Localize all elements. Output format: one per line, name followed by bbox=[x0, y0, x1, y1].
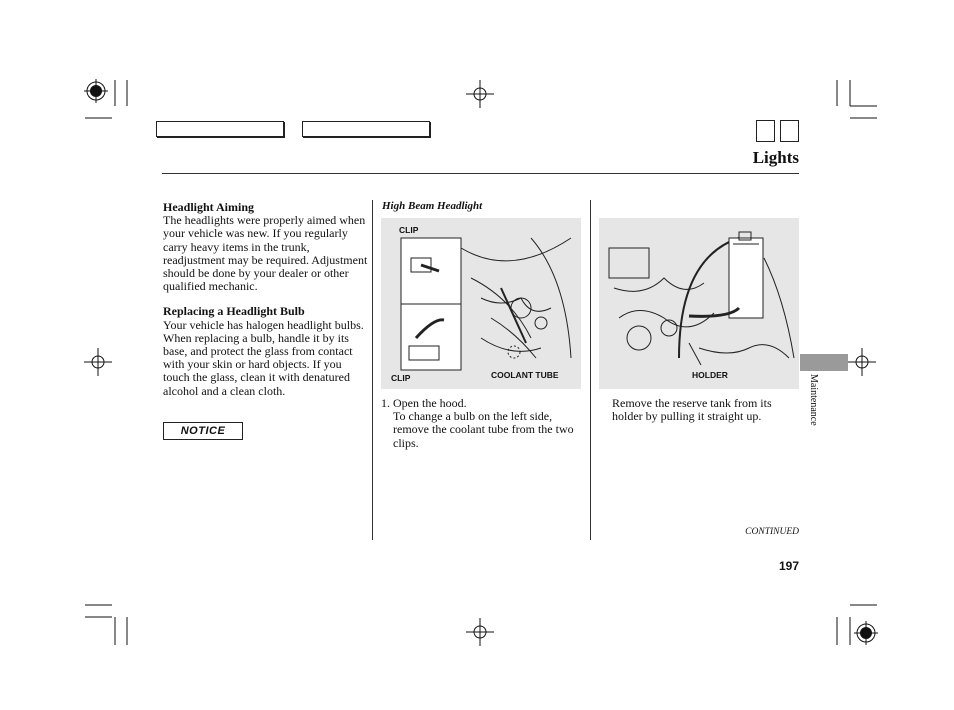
step-1-detail: To change a bulb on the left side, remove the coolant tube from the two clips. bbox=[393, 409, 574, 450]
nav-box-main-menu[interactable] bbox=[156, 121, 284, 137]
reserve-tank-illustration bbox=[599, 218, 799, 389]
figure-caption: High Beam Headlight bbox=[382, 200, 483, 212]
nav-box-index[interactable] bbox=[302, 121, 430, 137]
page-number: 197 bbox=[778, 559, 799, 573]
engine-bay-drawing bbox=[381, 218, 581, 389]
column-divider-1 bbox=[372, 200, 373, 540]
left-column bbox=[163, 201, 368, 398]
label-holder: HOLDER bbox=[692, 370, 728, 380]
section-tab-label: Maintenance bbox=[808, 374, 819, 426]
continued-label: CONTINUED bbox=[745, 527, 799, 537]
column-divider-2 bbox=[590, 200, 591, 540]
label-clip-bottom: CLIP bbox=[391, 373, 411, 383]
aiming-text: The headlights were properly aimed when your vehicle was new. If you regularly carry heavy items in the trunk, readjustment may be required. Adjustment should be done by your dealer or other qualified mechanic. bbox=[163, 213, 368, 294]
aiming-heading: Headlight Aiming bbox=[163, 200, 255, 214]
right-text: Remove the reserve tank from its holder by pulling it straight up. bbox=[612, 396, 772, 424]
notice-badge: NOTICE bbox=[163, 422, 243, 440]
label-clip-top: CLIP bbox=[399, 225, 419, 235]
nav-next-square[interactable] bbox=[780, 120, 799, 142]
step-1: 1. Open the hood. bbox=[381, 396, 467, 410]
section-tab[interactable] bbox=[800, 354, 848, 371]
replacing-text: Your vehicle has halogen headlight bulbs. When replacing a bulb, handle it by its base, and protect the glass from contact with your skin or hard objects. If you touch the glass, clean it with denatured alcohol and a clean cloth. bbox=[163, 317, 364, 398]
reserve-tank-drawing bbox=[599, 218, 799, 389]
page-title: Lights bbox=[752, 148, 799, 167]
middle-text bbox=[381, 397, 581, 450]
header-rule bbox=[162, 173, 799, 174]
nav-prev-square[interactable] bbox=[756, 120, 775, 142]
high-beam-illustration bbox=[381, 218, 581, 389]
replacing-heading: Replacing a Headlight Bulb bbox=[163, 304, 305, 319]
label-coolant-tube: COOLANT TUBE bbox=[491, 370, 559, 380]
